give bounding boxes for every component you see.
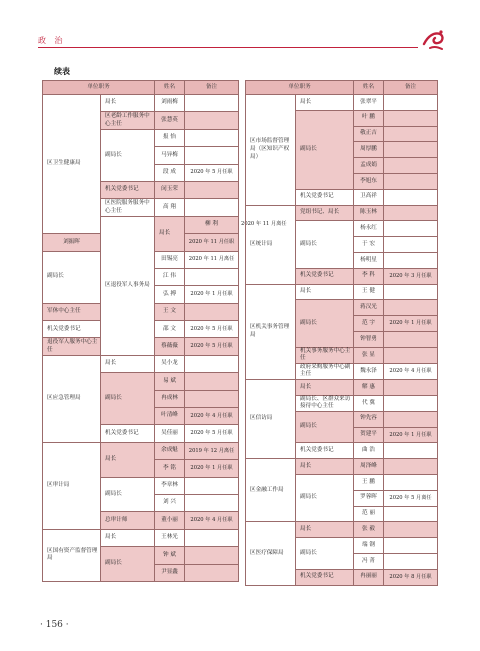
note-cell: 2020 年 5 月离任 xyxy=(384,490,438,506)
right-table-body xyxy=(246,95,438,586)
note-cell: 2020 年 4 月任职 xyxy=(185,408,239,425)
unit-name-cell: 区机关事务管理局 xyxy=(246,284,296,379)
note-cell xyxy=(384,475,438,491)
person-name-cell: 弘 搏 xyxy=(155,286,185,303)
person-name-cell: 刘振晖 xyxy=(43,234,101,251)
position-cell: 局长 xyxy=(101,95,155,112)
unit-name-cell: 区应急管理局 xyxy=(43,355,101,442)
unit-name-cell: 区审计局 xyxy=(43,442,101,529)
note-cell xyxy=(185,547,239,564)
dragon-logo-icon xyxy=(418,24,448,54)
note-cell xyxy=(185,95,239,112)
position-cell: 副局长 xyxy=(101,547,155,582)
note-cell xyxy=(384,379,438,395)
position-cell: 局长 xyxy=(296,379,354,395)
note-cell xyxy=(185,129,239,146)
note-cell: 2020 年 4 月任职 xyxy=(185,512,239,529)
person-name-cell: 尹显鑫 xyxy=(155,564,185,581)
note-cell xyxy=(185,303,239,320)
note-cell xyxy=(384,395,438,411)
column-header-name: 姓名 xyxy=(354,81,384,95)
position-cell: 副局长 xyxy=(296,221,354,268)
person-name-cell: 李章林 xyxy=(155,477,185,494)
note-cell xyxy=(384,443,438,459)
position-cell: 军休中心主任 xyxy=(43,303,101,320)
note-cell: 2020 年 1 月任职 xyxy=(384,427,438,443)
person-name-cell: 冉丽丽 xyxy=(354,569,384,585)
section-title: 续表 xyxy=(54,66,70,76)
unit-name-cell: 区国有资产监督管理局 xyxy=(43,529,101,581)
right-table-container xyxy=(245,80,437,586)
person-name-cell: 王 健 xyxy=(354,284,384,300)
note-cell xyxy=(384,126,438,142)
note-cell xyxy=(185,564,239,581)
note-cell xyxy=(185,112,239,129)
table-row xyxy=(43,529,239,546)
note-cell xyxy=(384,506,438,522)
person-name-cell: 刘雨梅 xyxy=(155,95,185,112)
right-table-header xyxy=(246,81,438,95)
table-row xyxy=(246,459,438,475)
unit-name-cell: 区金融工作局 xyxy=(246,459,296,522)
note-cell xyxy=(384,110,438,126)
person-name-cell: 张慧英 xyxy=(155,112,185,129)
note-cell: 2020 年 5 月任职 xyxy=(185,338,239,355)
note-cell: 2020 年 11 月任职 xyxy=(185,234,239,251)
position-cell: 局长 xyxy=(101,355,155,372)
table-row xyxy=(43,355,239,372)
person-name-cell: 钟智勇 xyxy=(354,331,384,347)
column-header-note: 备注 xyxy=(384,81,438,95)
person-name-cell: 刘 兴 xyxy=(155,494,185,511)
position-cell: 机关党委书记 xyxy=(101,181,155,198)
note-cell: 2020 年 1 月任职 xyxy=(384,316,438,332)
position-cell: 副局长 xyxy=(101,477,155,512)
position-cell: 副局长 xyxy=(296,110,354,189)
person-name-cell: 报 怡 xyxy=(155,129,185,146)
position-cell: 机关党委书记 xyxy=(296,189,354,205)
position-cell: 局长 xyxy=(101,442,155,477)
column-header-position: 单位职务 xyxy=(246,81,354,95)
unit-name-cell: 区卫生健康局 xyxy=(43,95,101,234)
left-table-header xyxy=(43,81,239,95)
note-cell xyxy=(185,373,239,390)
column-header-note: 备注 xyxy=(185,81,239,95)
person-name-cell: 余成魁 xyxy=(155,442,185,459)
note-cell xyxy=(384,522,438,538)
position-cell: 机关党委书记 xyxy=(296,569,354,585)
table-row xyxy=(246,522,438,538)
person-name-cell: 代 冀 xyxy=(354,395,384,411)
table-row xyxy=(246,284,438,300)
person-name-cell: 蒋汉光 xyxy=(354,300,384,316)
note-cell xyxy=(384,331,438,347)
person-name-cell: 叶清峰 xyxy=(155,408,185,425)
person-name-cell: 冉成林 xyxy=(155,390,185,407)
position-cell: 区医院服务服务中心主任 xyxy=(101,199,155,216)
position-cell: 机关党委书记 xyxy=(296,268,354,284)
person-name-cell: 贺建平 xyxy=(354,427,384,443)
position-cell: 区老龄工作服务中心主任 xyxy=(101,112,155,129)
note-cell: 2020 年 11 月离任 xyxy=(185,251,239,268)
person-name-cell: 叶 鹏 xyxy=(354,110,384,126)
person-name-cell: 王 鹏 xyxy=(354,475,384,491)
position-cell: 副局长、区群众来访接待中心主任 xyxy=(296,395,354,411)
column-header-name: 姓名 xyxy=(155,81,185,95)
note-cell xyxy=(185,147,239,164)
note-cell xyxy=(384,554,438,570)
person-name-cell: 杨永红 xyxy=(354,221,384,237)
person-name-cell: 魏永泽 xyxy=(354,363,384,379)
note-cell xyxy=(384,284,438,300)
note-cell xyxy=(185,199,239,216)
table-row xyxy=(246,205,438,221)
table-row xyxy=(246,379,438,395)
position-cell: 副局长 xyxy=(101,129,155,181)
note-cell: 2020 年 5 月任职 xyxy=(185,321,239,338)
person-name-cell: 闵玉荣 xyxy=(155,181,185,198)
position-cell: 机关党委书记 xyxy=(43,321,101,338)
person-name-cell: 王林光 xyxy=(155,529,185,546)
position-cell: 副局长 xyxy=(296,538,354,570)
position-cell: 局长 xyxy=(155,216,185,251)
position-cell: 机关事务服务中心主任 xyxy=(296,347,354,363)
person-name-cell: 冯 菁 xyxy=(354,554,384,570)
position-cell: 副局长 xyxy=(296,300,354,347)
person-name-cell: 周厚鹏 xyxy=(354,142,384,158)
note-cell: 2020 年 1 月任职 xyxy=(185,460,239,477)
position-cell: 总审计师 xyxy=(101,512,155,529)
person-name-cell: 吴佳丽 xyxy=(155,425,185,442)
table-row xyxy=(43,95,239,112)
person-name-cell: 罗蓉晖 xyxy=(354,490,384,506)
note-cell: 2020 年 1 月任职 xyxy=(185,286,239,303)
person-name-cell: 李 科 xyxy=(354,268,384,284)
note-cell xyxy=(384,221,438,237)
person-name-cell: 钟先容 xyxy=(354,411,384,427)
person-name-cell: 范 宇 xyxy=(354,316,384,332)
person-name-cell: 田锡亮 xyxy=(155,251,185,268)
table-row: 区退役军人事务局 局长 柳 利 2020 年 11 月离任 xyxy=(43,216,239,233)
note-cell xyxy=(185,355,239,372)
note-cell xyxy=(384,158,438,174)
note-cell xyxy=(384,411,438,427)
unit-name-cell: 区统计局 xyxy=(246,205,296,284)
note-cell xyxy=(185,268,239,285)
person-name-cell: 钟 斌 xyxy=(155,547,185,564)
position-cell: 局长 xyxy=(101,529,155,546)
note-cell xyxy=(185,181,239,198)
person-name-cell: 江 伟 xyxy=(155,268,185,285)
person-name-cell: 邵 文 xyxy=(155,321,185,338)
position-cell: 局长 xyxy=(296,95,354,111)
person-name-cell: 李旭东 xyxy=(354,173,384,189)
note-cell xyxy=(185,390,239,407)
table-row xyxy=(246,95,438,111)
position-cell: 机关党委书记 xyxy=(101,425,155,442)
person-name-cell: 张 毅 xyxy=(354,522,384,538)
position-cell: 副局长 xyxy=(296,411,354,443)
note-cell: 2020 年 3 月任职 xyxy=(384,268,438,284)
note-cell xyxy=(384,300,438,316)
right-officials-table xyxy=(245,80,438,586)
position-cell: 局长 xyxy=(296,459,354,475)
note-cell xyxy=(384,173,438,189)
unit-name-cell: 区退役军人事务局 xyxy=(101,216,155,355)
person-name-cell: 马异梅 xyxy=(155,147,185,164)
person-name-cell: 杨明星 xyxy=(354,252,384,268)
note-cell xyxy=(384,189,438,205)
person-name-cell: 卫高祥 xyxy=(354,189,384,205)
position-cell: 机关党委书记 xyxy=(296,443,354,459)
person-name-cell: 段 成 xyxy=(155,164,185,181)
note-cell xyxy=(185,529,239,546)
note-cell xyxy=(185,477,239,494)
note-cell: 2020 年 8 月任职 xyxy=(384,569,438,585)
column-header-position: 单位职务 xyxy=(43,81,155,95)
note-cell xyxy=(185,494,239,511)
person-name-cell: 柳 利 xyxy=(185,216,239,233)
note-cell: 2020 年 4 月任职 xyxy=(384,363,438,379)
person-name-cell: 李 铭 xyxy=(155,460,185,477)
person-name-cell: 曲 浩 xyxy=(354,443,384,459)
note-cell: 2020 年 5 月任职 xyxy=(185,164,239,181)
note-cell xyxy=(384,252,438,268)
person-name-cell: 董小丽 xyxy=(155,512,185,529)
person-name-cell: 张翠平 xyxy=(354,95,384,111)
note-cell xyxy=(384,538,438,554)
person-name-cell: 蔡薇薇 xyxy=(155,338,185,355)
note-cell xyxy=(384,205,438,221)
person-name-cell: 端 钢 xyxy=(354,538,384,554)
note-cell xyxy=(384,347,438,363)
unit-name-cell: 区医疗保障局 xyxy=(246,522,296,585)
position-cell: 副局长 xyxy=(43,251,101,303)
person-name-cell: 孟成娟 xyxy=(354,158,384,174)
person-name-cell: 范 丽 xyxy=(354,506,384,522)
note-cell: 2019 年 12 月离任 xyxy=(185,442,239,459)
position-cell: 副局长 xyxy=(101,373,155,425)
person-name-cell: 王 文 xyxy=(155,303,185,320)
running-header-title: 政 治 xyxy=(38,36,66,45)
table-row xyxy=(43,442,239,459)
position-cell: 党组书记、局长 xyxy=(296,205,354,221)
note-cell: 2020 年 5 月任职 xyxy=(185,425,239,442)
person-name-cell: 解 惠 xyxy=(354,379,384,395)
position-cell: 局长 xyxy=(296,284,354,300)
person-name-cell: 高 翔 xyxy=(155,199,185,216)
person-name-cell: 张 显 xyxy=(354,347,384,363)
note-cell xyxy=(384,237,438,253)
note-cell xyxy=(384,95,438,111)
person-name-cell: 周泽峰 xyxy=(354,459,384,475)
person-name-cell: 易 斌 xyxy=(155,373,185,390)
position-cell: 局长 xyxy=(296,522,354,538)
unit-name-cell: 区信访局 xyxy=(246,379,296,458)
unit-name-cell: 区市场监督管理局（区知识产权局） xyxy=(246,95,296,206)
note-cell xyxy=(384,459,438,475)
person-name-cell: 敬正吉 xyxy=(354,126,384,142)
person-name-cell: 吴小龙 xyxy=(155,355,185,372)
position-cell: 副局长 xyxy=(296,475,354,522)
page-number: · 156 · xyxy=(40,620,69,630)
person-name-cell: 于 宏 xyxy=(354,237,384,253)
position-cell: 退役军人服务中心主任 xyxy=(43,338,101,355)
position-cell: 政府采购服务中心副主任 xyxy=(296,363,354,379)
person-name-cell: 陈玉林 xyxy=(354,205,384,221)
header-rule xyxy=(38,47,418,48)
note-cell xyxy=(384,142,438,158)
